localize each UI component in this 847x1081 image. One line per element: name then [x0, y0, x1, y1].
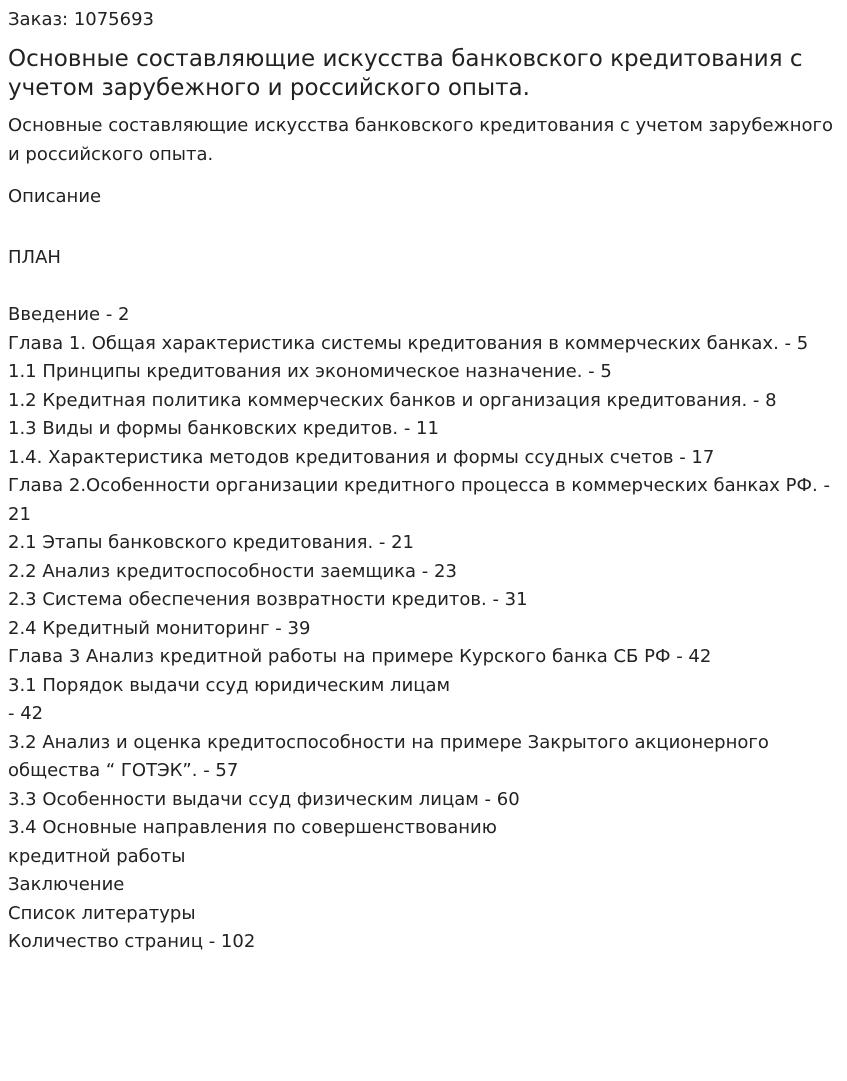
- plan-spacer: [8, 273, 839, 302]
- plan-item: кредитной работы: [8, 845, 186, 867]
- plan-list: [8, 301, 839, 957]
- plan-item: 2.3 Система обеспечения возвратности кредитов. - 31: [8, 589, 528, 610]
- plan-item: 3.1 Порядок выдачи ссуд юридическим лицам: [8, 674, 451, 696]
- plan-item: Глава 2.Особенности организации кредитного процесса в коммерческих банках РФ. - 21: [8, 475, 830, 525]
- plan-item: 1.1 Принципы кредитования их экономическое назначение. - 5: [8, 361, 612, 382]
- plan-item: Заключение: [8, 874, 125, 895]
- plan-item: 1.3 Виды и формы банковских кредитов. - 11: [8, 418, 439, 439]
- plan-item: 1.2 Кредитная политика коммерческих банков и организация кредитования. - 8: [8, 389, 777, 411]
- plan-item: - 42: [8, 703, 44, 724]
- plan-item: 3.2 Анализ и оценка кредитоспособности на примере Закрытого акционерного общества “ ГОТЭК”. - 57: [8, 731, 769, 781]
- plan-item: Список литературы: [8, 902, 196, 924]
- plan-item: Глава 3 Анализ кредитной работы на примере Курского банка СБ РФ - 42: [8, 646, 712, 667]
- plan-item: 2.1 Этапы банковского кредитования. - 21: [8, 532, 415, 553]
- plan-item: Количество страниц - 102: [8, 931, 256, 952]
- plan-item: 3.3 Особенности выдачи ссуд физическим лицам - 60: [8, 788, 520, 810]
- plan-item: Введение - 2: [8, 304, 130, 325]
- page-title: Основные составляющие искусства банковского кредитования с учетом зарубежного и российского опыта.: [8, 46, 803, 101]
- plan-item: Глава 1. Общая характеристика системы кредитования в коммерческих банках. - 5: [8, 332, 809, 354]
- plan-item: 2.4 Кредитный мониторинг - 39: [8, 617, 311, 639]
- plan-heading: ПЛАН: [8, 247, 61, 268]
- plan-item: 1.4. Характеристика методов кредитования и формы ссудных счетов - 17: [8, 446, 715, 468]
- description-label: Описание: [8, 186, 102, 207]
- page-subtitle: Основные составляющие искусства банковского кредитования с учетом зарубежного и российского опыта.: [8, 115, 833, 165]
- plan-item: 3.4 Основные направления по совершенствованию: [8, 817, 497, 838]
- plan-section: [8, 244, 839, 957]
- plan-item: 2.2 Анализ кредитоспособности заемщика - 23: [8, 560, 457, 582]
- order-number: Заказ: 1075693: [8, 9, 154, 30]
